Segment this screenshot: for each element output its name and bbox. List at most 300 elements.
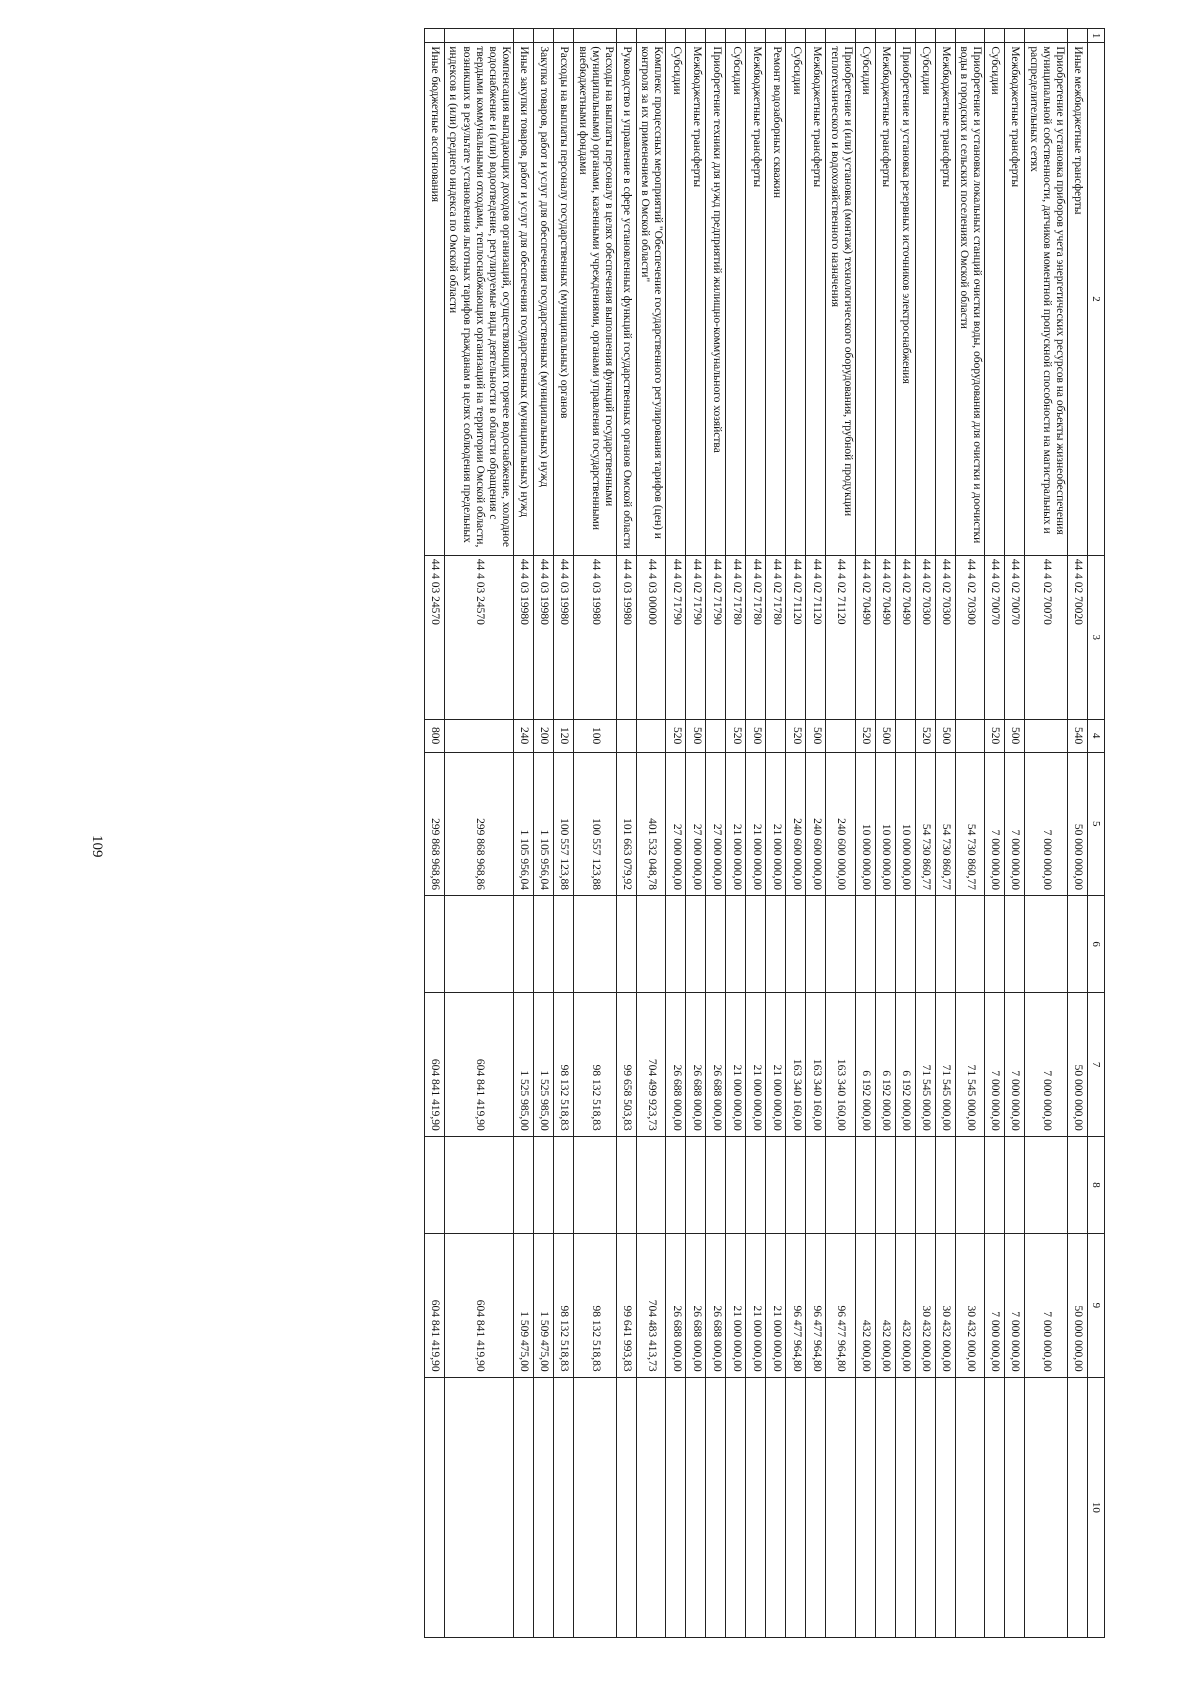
cell-c1 [955,29,984,43]
cell-c7: 98 132 518,83 [574,993,617,1136]
cell-c6 [445,895,514,992]
cell-c4: 520 [726,719,746,752]
cell-c5: 1 105 956,04 [514,752,534,895]
cell-c2: Межбюджетные трансферты [806,43,826,555]
column-header-2: 2 [1088,43,1105,555]
cell-c9: 26 688 000,00 [666,1234,686,1377]
cell-c7: 99 658 503,83 [617,993,637,1136]
cell-c4 [637,719,666,752]
cell-c8 [1068,1136,1088,1233]
cell-c3: 44 4 02 71120 [786,555,806,719]
cell-c1 [826,29,855,43]
cell-c4: 520 [985,719,1005,752]
cell-c3: 44 4 03 19980 [574,555,617,719]
cell-c10 [706,1377,726,1637]
cell-c2: Субсидии [666,43,686,555]
cell-c8 [1025,1136,1068,1233]
cell-c2: Иные бюджетные ассигнования [425,43,445,555]
cell-c7: 1 525 985,00 [534,993,554,1136]
cell-c9: 1 509 475,00 [534,1234,554,1377]
cell-c5: 27 000 000,00 [706,752,726,895]
cell-c5: 7 000 000,00 [1005,752,1025,895]
cell-c10 [514,1377,534,1637]
cell-c5: 10 000 000,00 [855,752,875,895]
cell-c6 [425,895,445,992]
cell-c10 [1025,1377,1068,1637]
cell-c7: 50 000 000,00 [1068,993,1088,1136]
cell-c6 [726,895,746,992]
cell-c3: 44 4 02 71790 [686,555,706,719]
column-header-3: 3 [1088,555,1105,719]
cell-c2: Руководство и управление в сфере установленных функций государственных органов Омской области [617,43,637,555]
cell-c2: Субсидии [726,43,746,555]
cell-c10 [826,1377,855,1637]
cell-c6 [985,895,1005,992]
cell-c7: 604 841 419,90 [425,993,445,1136]
cell-c6 [1025,895,1068,992]
cell-c4 [895,719,915,752]
table-row [425,29,445,1638]
cell-c4: 500 [746,719,766,752]
cell-c10 [875,1377,895,1637]
budget-table [424,28,1105,1638]
cell-c2: Межбюджетные трансферты [1005,43,1025,555]
table-row [617,29,637,1638]
cell-c7: 21 000 000,00 [726,993,746,1136]
cell-c10 [895,1377,915,1637]
cell-c10 [617,1377,637,1637]
cell-c1 [514,29,534,43]
cell-c10 [1005,1377,1025,1637]
cell-c8 [955,1136,984,1233]
cell-c3: 44 4 02 70490 [855,555,875,719]
cell-c4: 520 [666,719,686,752]
cell-c4: 800 [425,719,445,752]
cell-c2: Приобретение и установка резервных источников электроснабжения [895,43,915,555]
cell-c6 [666,895,686,992]
cell-c4: 240 [514,719,534,752]
cell-c9: 7 000 000,00 [1025,1234,1068,1377]
cell-c4: 500 [806,719,826,752]
cell-c9: 30 432 000,00 [955,1234,984,1377]
table-row [955,29,984,1638]
cell-c9: 604 841 419,90 [445,1234,514,1377]
cell-c10 [955,1377,984,1637]
cell-c6 [955,895,984,992]
cell-c10 [726,1377,746,1637]
cell-c5: 54 730 860,77 [915,752,935,895]
cell-c5: 299 868 968,86 [445,752,514,895]
cell-c4: 120 [554,719,574,752]
cell-c10 [1068,1377,1088,1637]
column-header-6: 6 [1088,895,1105,992]
cell-c8 [806,1136,826,1233]
table-row [574,29,617,1638]
cell-c8 [574,1136,617,1233]
column-header-1: 1 [1088,29,1105,43]
cell-c8 [445,1136,514,1233]
cell-c2: Межбюджетные трансферты [875,43,895,555]
cell-c3: 44 4 03 19980 [617,555,637,719]
cell-c1 [786,29,806,43]
cell-c6 [706,895,726,992]
cell-c5: 54 730 860,77 [935,752,955,895]
cell-c3: 44 4 02 71790 [706,555,726,719]
cell-c6 [617,895,637,992]
cell-c8 [514,1136,534,1233]
cell-c2: Закупка товаров, работ и услуг для обеспечения государственных (муниципальных) нужд [534,43,554,555]
cell-c6 [915,895,935,992]
cell-c6 [786,895,806,992]
cell-c6 [806,895,826,992]
cell-c2: Межбюджетные трансферты [935,43,955,555]
cell-c2: Расходы на выплаты персоналу государственных (муниципальных) органов [554,43,574,555]
cell-c5: 100 557 123,88 [554,752,574,895]
cell-c2: Приобретение техники для нужд предприятий жилищно-коммунального хозяйства [706,43,726,555]
cell-c4: 100 [574,719,617,752]
cell-c5: 21 000 000,00 [766,752,786,895]
cell-c3: 44 4 03 24570 [425,555,445,719]
cell-c9: 26 688 000,00 [706,1234,726,1377]
cell-c9: 1 509 475,00 [514,1234,534,1377]
cell-c7: 604 841 419,90 [445,993,514,1136]
cell-c4: 520 [915,719,935,752]
cell-c1 [1068,29,1088,43]
cell-c4: 500 [1005,719,1025,752]
cell-c5: 10 000 000,00 [895,752,915,895]
table-row [915,29,935,1638]
table-row [1025,29,1068,1638]
cell-c3: 44 4 02 71120 [826,555,855,719]
cell-c3: 44 4 03 24570 [445,555,514,719]
cell-c3: 44 4 02 71790 [666,555,686,719]
cell-c9: 96 477 964,80 [786,1234,806,1377]
cell-c10 [554,1377,574,1637]
cell-c3: 44 4 02 71120 [806,555,826,719]
cell-c4 [617,719,637,752]
table-row [1068,29,1088,1638]
cell-c8 [706,1136,726,1233]
cell-c8 [985,1136,1005,1233]
table-row [985,29,1005,1638]
cell-c8 [786,1136,806,1233]
cell-c7: 71 545 000,00 [915,993,935,1136]
cell-c2: Субсидии [985,43,1005,555]
cell-c9: 98 132 518,83 [574,1234,617,1377]
cell-c3: 44 4 02 71780 [726,555,746,719]
column-header-9: 9 [1088,1234,1105,1377]
cell-c10 [806,1377,826,1637]
cell-c2: Расходы на выплаты персоналу в целях обеспечения выполнения функций государственными (муниципальными) органами, казенными учреждениями, органами управления государственными внебюджетными фондами [574,43,617,555]
column-header-4: 4 [1088,719,1105,752]
table-row [746,29,766,1638]
cell-c6 [746,895,766,992]
cell-c5: 100 557 123,88 [574,752,617,895]
cell-c4 [766,719,786,752]
cell-c5: 21 000 000,00 [746,752,766,895]
table-row [895,29,915,1638]
cell-c2: Приобретение и (или) установка (монтаж) технологического оборудования, трубной продукции теплотехнического и водохозяйственного назначения [826,43,855,555]
cell-c7: 7 000 000,00 [1025,993,1068,1136]
cell-c8 [746,1136,766,1233]
cell-c9: 30 432 000,00 [915,1234,935,1377]
cell-c8 [534,1136,554,1233]
cell-c8 [617,1136,637,1233]
cell-c10 [425,1377,445,1637]
cell-c2: Иные межбюджетные трансферты [1068,43,1088,555]
cell-c3: 44 4 02 70070 [985,555,1005,719]
cell-c3: 44 4 02 70490 [875,555,895,719]
cell-c1 [746,29,766,43]
cell-c2: Субсидии [915,43,935,555]
cell-c3: 44 4 02 70020 [1068,555,1088,719]
cell-c4 [445,719,514,752]
cell-c5: 10 000 000,00 [875,752,895,895]
cell-c10 [686,1377,706,1637]
cell-c2: Компенсация выпадающих доходов организаций, осуществляющих горячее водоснабжение, холодное водоснабжение и (или) водоотведение, регулируемые виды деятельности в области обращения с твердыми коммунальными отходами, теплоснабжающих организаций на территории Омской области, возникших в результате установления льготных тарифов гражданам в целях соблюдения предельных индексов и (или) среднего индекса по Омской области [445,43,514,555]
cell-c2: Иные закупки товаров, работ и услуг для обеспечения государственных (муниципальных) нужд [514,43,534,555]
cell-c9: 704 483 413,73 [637,1234,666,1377]
cell-c8 [766,1136,786,1233]
column-header-8: 8 [1088,1136,1105,1233]
cell-c3: 44 4 03 19980 [554,555,574,719]
cell-c5: 7 000 000,00 [1025,752,1068,895]
table-row [766,29,786,1638]
cell-c1 [766,29,786,43]
table-row [686,29,706,1638]
page-number: 109 [89,835,105,858]
cell-c1 [875,29,895,43]
cell-c7: 1 525 985,00 [514,993,534,1136]
table-row [806,29,826,1638]
cell-c1 [617,29,637,43]
cell-c6 [1005,895,1025,992]
cell-c3: 44 4 02 70300 [955,555,984,719]
cell-c1 [915,29,935,43]
cell-c9: 7 000 000,00 [1005,1234,1025,1377]
cell-c4 [1025,719,1068,752]
cell-c3: 44 4 02 70490 [895,555,915,719]
cell-c7: 163 340 160,00 [806,993,826,1136]
cell-c5: 240 600 000,00 [826,752,855,895]
cell-c8 [425,1136,445,1233]
cell-c1 [806,29,826,43]
cell-c5: 27 000 000,00 [686,752,706,895]
cell-c8 [895,1136,915,1233]
table-row [1005,29,1025,1638]
cell-c5: 21 000 000,00 [726,752,746,895]
table-row [554,29,574,1638]
cell-c6 [826,895,855,992]
cell-c6 [637,895,666,992]
cell-c9: 96 477 964,80 [826,1234,855,1377]
cell-c9: 432 000,00 [855,1234,875,1377]
cell-c5: 299 868 968,86 [425,752,445,895]
table-row [637,29,666,1638]
cell-c7: 7 000 000,00 [985,993,1005,1136]
cell-c1 [855,29,875,43]
cell-c9: 50 000 000,00 [1068,1234,1088,1377]
cell-c9: 432 000,00 [875,1234,895,1377]
cell-c7: 21 000 000,00 [746,993,766,1136]
column-header-10: 10 [1088,1377,1105,1637]
cell-c4: 500 [686,719,706,752]
cell-c3: 44 4 02 71780 [766,555,786,719]
cell-c2: Субсидии [786,43,806,555]
cell-c3: 44 4 03 19980 [534,555,554,719]
cell-c7: 163 340 160,00 [786,993,806,1136]
table-row [706,29,726,1638]
table-header-row [1088,29,1105,1638]
cell-c10 [855,1377,875,1637]
cell-c7: 6 192 000,00 [875,993,895,1136]
cell-c2: Межбюджетные трансферты [746,43,766,555]
cell-c7: 163 340 160,00 [826,993,855,1136]
cell-c8 [686,1136,706,1233]
cell-c5: 7 000 000,00 [985,752,1005,895]
table-row [445,29,514,1638]
cell-c4: 520 [786,719,806,752]
cell-c8 [915,1136,935,1233]
cell-c5: 54 730 860,77 [955,752,984,895]
cell-c8 [935,1136,955,1233]
cell-c7: 26 688 000,00 [686,993,706,1136]
cell-c5: 240 600 000,00 [786,752,806,895]
cell-c3: 44 4 02 70300 [915,555,935,719]
cell-c7: 26 688 000,00 [666,993,686,1136]
cell-c5: 1 105 956,04 [534,752,554,895]
cell-c4: 540 [1068,719,1088,752]
cell-c1 [706,29,726,43]
cell-c8 [875,1136,895,1233]
cell-c8 [1005,1136,1025,1233]
cell-c9: 96 477 964,80 [806,1234,826,1377]
cell-c1 [686,29,706,43]
cell-c2: Приобретение и установка локальных станций очистки воды, оборудования для очистки и доочистки воды в городских и сельских поселениях Омской области [955,43,984,555]
cell-c6 [766,895,786,992]
cell-c6 [534,895,554,992]
cell-c10 [915,1377,935,1637]
cell-c3: 44 4 02 71780 [746,555,766,719]
cell-c7: 6 192 000,00 [895,993,915,1136]
cell-c10 [786,1377,806,1637]
cell-c6 [935,895,955,992]
cell-c2: Ремонт водозаборных скважин [766,43,786,555]
cell-c9: 21 000 000,00 [746,1234,766,1377]
cell-c9: 21 000 000,00 [726,1234,746,1377]
cell-c9: 30 432 000,00 [935,1234,955,1377]
cell-c4 [706,719,726,752]
cell-c2: Межбюджетные трансферты [686,43,706,555]
cell-c2: Субсидии [855,43,875,555]
cell-c1 [574,29,617,43]
cell-c8 [554,1136,574,1233]
cell-c3: 44 4 02 70300 [935,555,955,719]
cell-c4 [826,719,855,752]
cell-c10 [985,1377,1005,1637]
cell-c5: 101 663 079,92 [617,752,637,895]
cell-c8 [666,1136,686,1233]
cell-c7: 98 132 518,83 [554,993,574,1136]
cell-c6 [686,895,706,992]
cell-c1 [666,29,686,43]
table-row [666,29,686,1638]
cell-c9: 432 000,00 [895,1234,915,1377]
cell-c1 [895,29,915,43]
cell-c10 [666,1377,686,1637]
cell-c6 [1068,895,1088,992]
cell-c5: 50 000 000,00 [1068,752,1088,895]
table-row [826,29,855,1638]
cell-c10 [637,1377,666,1637]
cell-c6 [554,895,574,992]
cell-c5: 27 000 000,00 [666,752,686,895]
cell-c10 [445,1377,514,1637]
table-row [855,29,875,1638]
table-row [514,29,534,1638]
cell-c10 [574,1377,617,1637]
cell-c4 [955,719,984,752]
cell-c7: 7 000 000,00 [1005,993,1025,1136]
table-row [726,29,746,1638]
cell-c6 [875,895,895,992]
cell-c1 [1005,29,1025,43]
cell-c4: 500 [875,719,895,752]
cell-c1 [985,29,1005,43]
cell-c3: 44 4 02 70070 [1005,555,1025,719]
cell-c6 [855,895,875,992]
cell-c9: 98 132 518,83 [554,1234,574,1377]
cell-c6 [895,895,915,992]
table-row [534,29,554,1638]
cell-c2: Приобретение и установка приборов учета энергетических ресурсов на объекты жизнеобеспечения муниципальной собственности, датчиков моментной пропускной способности на магистральных и распределительных сетях [1025,43,1068,555]
cell-c10 [935,1377,955,1637]
table-body [425,29,1088,1638]
cell-c5: 401 532 048,78 [637,752,666,895]
column-header-7: 7 [1088,993,1105,1136]
cell-c4: 500 [935,719,955,752]
cell-c7: 704 499 923,73 [637,993,666,1136]
cell-c5: 240 600 000,00 [806,752,826,895]
cell-c9: 21 000 000,00 [766,1234,786,1377]
cell-c6 [574,895,617,992]
cell-c10 [746,1377,766,1637]
cell-c7: 6 192 000,00 [855,993,875,1136]
cell-c7: 71 545 000,00 [955,993,984,1136]
cell-c7: 71 545 000,00 [935,993,955,1136]
cell-c6 [514,895,534,992]
cell-c8 [726,1136,746,1233]
cell-c7: 21 000 000,00 [766,993,786,1136]
cell-c10 [766,1377,786,1637]
cell-c1 [637,29,666,43]
table-row [875,29,895,1638]
cell-c1 [935,29,955,43]
cell-c1 [726,29,746,43]
cell-c1 [425,29,445,43]
cell-c9: 99 641 993,83 [617,1234,637,1377]
cell-c8 [826,1136,855,1233]
cell-c2: Комплекс процессных мероприятий "Обеспечение государственного регулирования тарифов (цен) и контроля за их применением в Омской области" [637,43,666,555]
cell-c8 [637,1136,666,1233]
table-row [935,29,955,1638]
cell-c3: 44 4 02 70070 [1025,555,1068,719]
table-row [786,29,806,1638]
cell-c9: 26 688 000,00 [686,1234,706,1377]
cell-c10 [534,1377,554,1637]
cell-c7: 26 688 000,00 [706,993,726,1136]
cell-c8 [855,1136,875,1233]
